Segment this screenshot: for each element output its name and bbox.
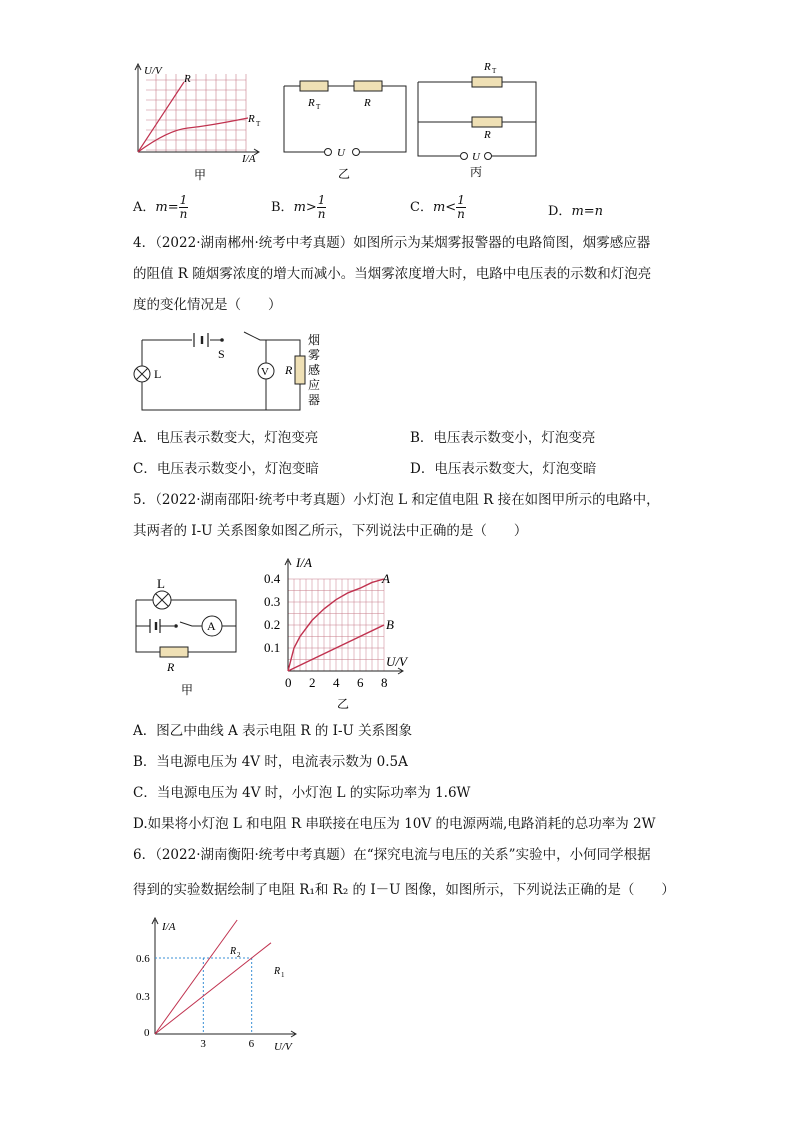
fraction [179, 194, 189, 221]
terminal-left [325, 149, 332, 156]
curve-b-label: B [386, 617, 394, 632]
axis-y-label: I/A [162, 921, 176, 933]
option-text: m=n [571, 204, 604, 219]
q6-stem-line1: 6．（2022·湖南衡阳·统考中考真题）在“探究电流与电压的关系”实验中，小何同学根据 [133, 847, 651, 863]
axis-y-label: I/A [296, 555, 312, 570]
curve-a-label: A [382, 571, 390, 586]
fraction [456, 194, 466, 221]
q5-option-d: D.如果将小灯泡 L 和电阻 R 串联接在电压为 10V 的电源两端,电路消耗的总功率为 2W [133, 816, 656, 832]
sensor-resistor [295, 356, 305, 384]
option-var: m [293, 200, 306, 215]
q3-option-a [133, 194, 188, 221]
resistor-r [354, 81, 382, 91]
q4-option-c: C．电压表示数变小，灯泡变暗 [133, 461, 319, 477]
numerator: 1 [457, 193, 465, 207]
label-rt-sub: T [492, 67, 497, 75]
x-tick-label: 6 [248, 1038, 255, 1050]
denominator: n [317, 207, 326, 221]
sensor-char: 烟 [308, 333, 321, 347]
r2-label: R [230, 946, 237, 957]
caption-yi: 乙 [338, 167, 351, 181]
y-tick-label: 0.3 [136, 991, 150, 1003]
y-tick-label: 0.6 [136, 953, 150, 965]
q5-stem-line2: 其两者的 I-U 关系图象如图乙所示，下列说法中正确的是（ ） [133, 523, 528, 539]
q5-option-b: B．当电源电压为 4V 时，电流表示数为 0.5A [133, 754, 408, 770]
sensor-char: 雾 [308, 348, 321, 362]
q4-stem-line3: 度的变化情况是（ ） [133, 297, 282, 313]
label-switch: S [218, 347, 225, 361]
axis-y-label: U/V [144, 65, 162, 77]
q4-circuit [132, 326, 332, 416]
q3-option-b [271, 194, 326, 221]
x-tick-label: 4 [333, 675, 340, 690]
denominator: n [457, 207, 465, 221]
label-rt: R [308, 97, 315, 109]
x-tick-label: 3 [200, 1038, 206, 1050]
axis-x-label: U/V [386, 654, 407, 669]
label-rt-sub: T [256, 120, 261, 128]
q4-stem-line1: 4．（2022·湖南郴州·统考中考真题）如图所示为某烟雾报警器的电路简图，烟雾感应器 [133, 235, 651, 251]
switch-pivot [174, 624, 178, 628]
label-u: U [337, 147, 345, 159]
sensor-label [308, 332, 320, 407]
battery-icon [150, 619, 160, 633]
label-meter: A [207, 619, 216, 633]
label-rt-sub: T [316, 103, 321, 111]
q4-option-b: B．电压表示数变小，灯泡变亮 [410, 430, 596, 446]
caption-jia: 甲 [194, 168, 207, 182]
axis-x-label: U/V [274, 1041, 292, 1053]
resistor-rt [472, 77, 502, 87]
terminal-left [461, 153, 468, 160]
x-tick-label: 2 [309, 675, 316, 690]
q5-option-c: C．当电源电压为 4V 时，小灯泡 L 的实际功率为 1.6W [133, 785, 471, 801]
q4-stem-line2: 的阻值 R 随烟雾浓度的增大而减小。当烟雾浓度增大时，电路中电压表的示数和灯泡亮 [133, 266, 652, 282]
resistor-r [160, 647, 188, 657]
y-tick-label: 0.3 [264, 594, 281, 609]
label-rt: R [484, 61, 491, 73]
label-rt: R [248, 113, 255, 125]
terminal-right [485, 153, 492, 160]
q5-graph-yi [262, 553, 422, 713]
option-letter: B． [271, 200, 294, 215]
y-tick-label: 0.4 [264, 571, 281, 586]
x-tick-label: 6 [357, 675, 364, 690]
q3-circuit-bing [412, 58, 546, 182]
resistor-r [472, 117, 502, 127]
label-r: R [484, 129, 491, 141]
sensor-char: 应 [308, 378, 321, 392]
denominator: n [179, 207, 188, 221]
y-tick-label: 0.2 [264, 617, 281, 632]
option-rel: = [167, 200, 179, 215]
q4-option-a: A．电压表示数变大，灯泡变亮 [133, 430, 319, 446]
sensor-char: 感 [308, 363, 321, 377]
option-rel: < [445, 200, 457, 215]
y-tick-label: 0.1 [264, 640, 281, 655]
option-var: m [155, 200, 168, 215]
origin-label: 0 [144, 1027, 150, 1039]
numerator: 1 [179, 193, 188, 207]
sensor-char: 器 [308, 393, 321, 407]
r1-label: R [274, 966, 281, 977]
series-line-R₁ [155, 943, 271, 1034]
label-u: U [472, 151, 480, 163]
terminal-right [353, 149, 360, 156]
graph-grid [146, 74, 246, 152]
resistor-rt [300, 81, 328, 91]
fraction [317, 194, 327, 221]
option-letter: D． [548, 204, 572, 219]
battery-icon [194, 333, 208, 347]
q6-graph [130, 914, 310, 1059]
curve-rt [138, 118, 248, 152]
label-r: R [364, 97, 371, 109]
r1-sub: 1 [281, 971, 285, 979]
caption-jia: 甲 [181, 683, 194, 697]
r2-sub: 2 [237, 951, 241, 959]
label-r: R [167, 660, 175, 674]
q3-option-d [548, 200, 603, 219]
numerator: 1 [317, 193, 326, 207]
x-tick-label: 0 [285, 675, 292, 690]
label-lamp: L [157, 576, 165, 591]
q5-stem-line1: 5．（2022·湖南邵阳·统考中考真题）小灯泡 L 和定值电阻 R 接在如图甲所示的电路中， [133, 492, 660, 508]
q5-option-a: A．图乙中曲线 A 表示电阻 R 的 I-U 关系图象 [133, 723, 413, 739]
q4-option-d: D．电压表示数变大，灯泡变暗 [410, 461, 597, 477]
line-r [138, 82, 184, 152]
switch-pivot [220, 338, 224, 342]
label-r: R [184, 73, 191, 85]
axis-x-label: I/A [242, 153, 256, 165]
label-r: R [285, 363, 293, 377]
series-line-R₂ [155, 920, 237, 1034]
q3-option-c [410, 194, 466, 221]
option-var: m [432, 200, 446, 215]
caption-yi: 乙 [337, 697, 350, 711]
q6-stem-line2: 得到的实验数据绘制了电阻 R₁和 R₂ 的 I－U 图像，如图所示，下列说法正确的是（ ） [133, 882, 675, 898]
q3-graph-jia [128, 60, 268, 185]
graph-grid [288, 579, 384, 671]
option-rel: > [305, 200, 317, 215]
q3-circuit-yi [276, 74, 410, 186]
label-lamp: L [154, 367, 162, 381]
q5-circuit-jia [126, 574, 246, 700]
option-letter: C． [410, 200, 433, 215]
x-tick-label: 8 [381, 675, 388, 690]
option-letter: A． [133, 200, 156, 215]
caption-bing: 丙 [470, 165, 483, 179]
label-meter: V [261, 366, 269, 378]
